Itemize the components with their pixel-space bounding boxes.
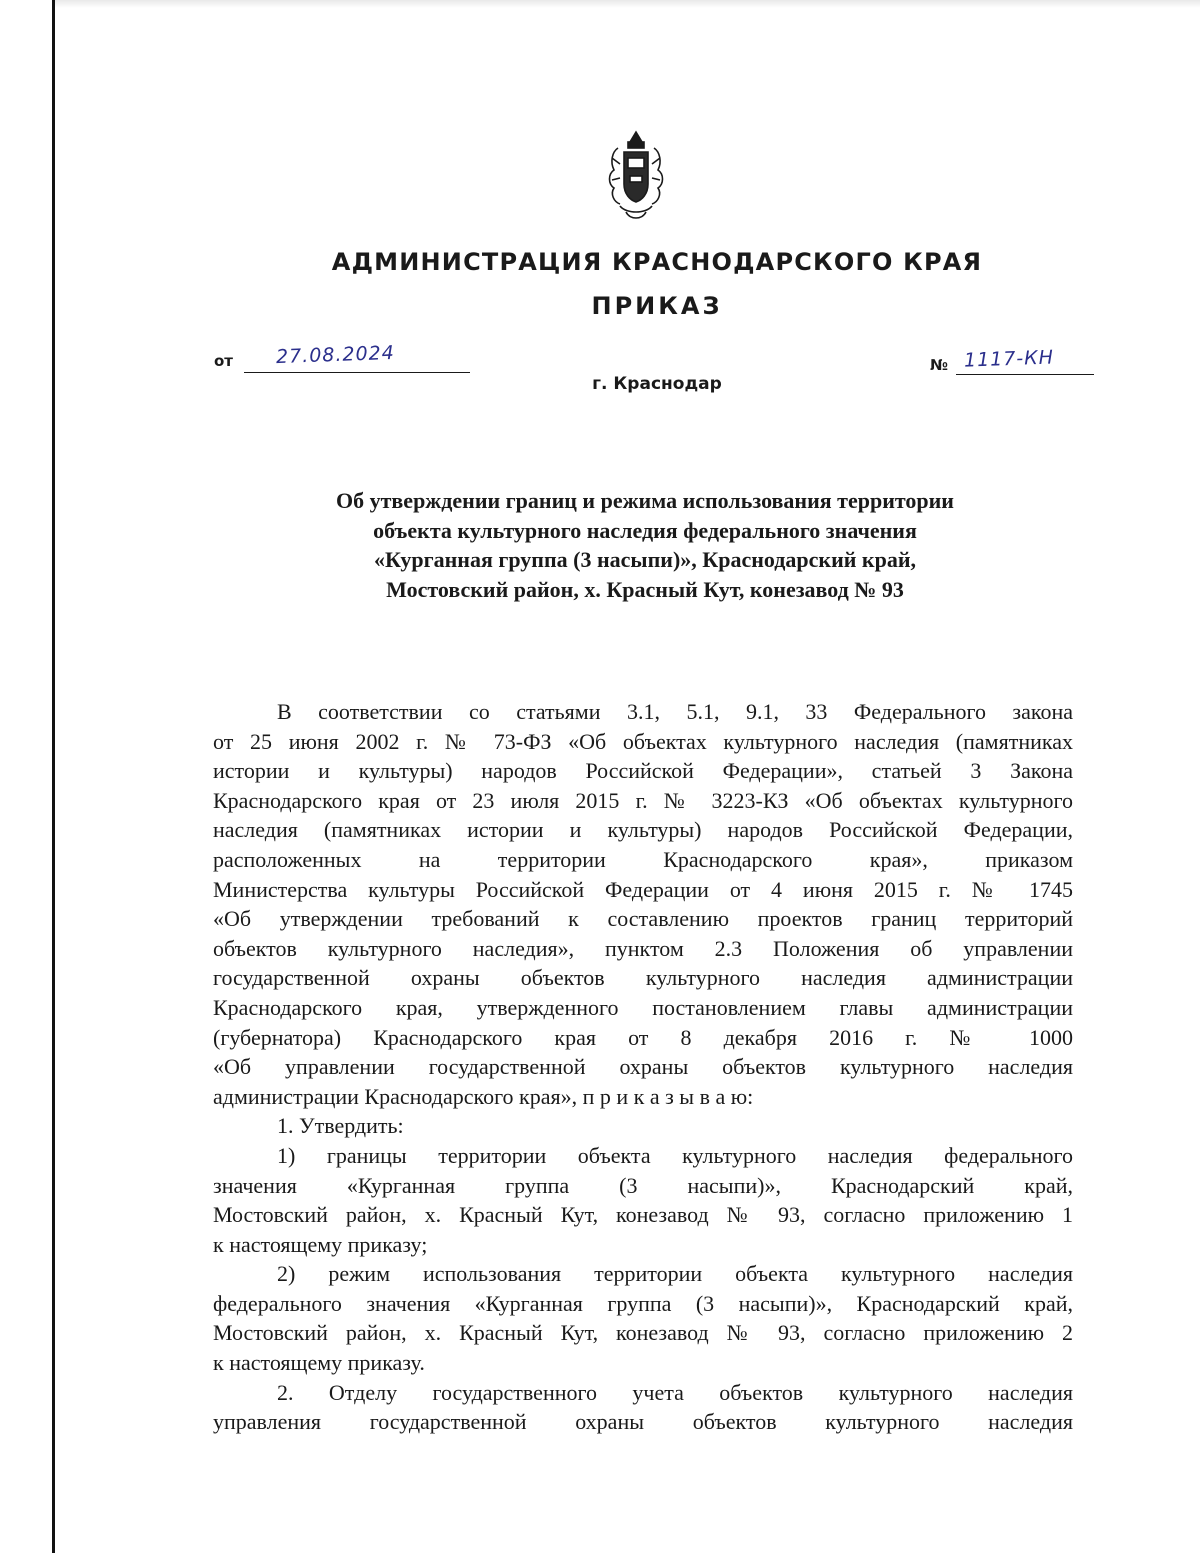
body-line: истории и культуры) народов Российской Федерации», статьей 3 Закона bbox=[213, 758, 1073, 784]
body-line: 2. Отделу государственного учета объектов культурного наследия bbox=[277, 1379, 1073, 1405]
body-line: (губернатора) Краснодарского края от 8 декабря 2016 г. № 1000 bbox=[213, 1024, 1073, 1050]
body-line: Краснодарского края, утвержденного постановлением главы администрации bbox=[213, 994, 1073, 1020]
organization-title: АДМИНИСТРАЦИЯ КРАСНОДАРСКОГО КРАЯ bbox=[331, 248, 983, 276]
body-line: управления государственной охраны объектов культурного наследия bbox=[213, 1409, 1073, 1435]
document-type: ПРИКАЗ bbox=[591, 292, 723, 320]
heading-line: Мостовский район, х. Красный Кут, конезавод № 93 bbox=[386, 576, 904, 602]
heading-line: Об утверждении границ и режима использования территории bbox=[336, 488, 954, 513]
document-heading bbox=[220, 486, 1070, 604]
body-line: Мостовский район, х. Красный Кут, конезавод № 93, согласно приложению 2 bbox=[213, 1320, 1073, 1346]
body-line: Мостовский район, х. Красный Кут, конезавод № 93, согласно приложению 1 bbox=[213, 1202, 1073, 1228]
body-line: наследия (памятниках истории и культуры) народов Российской Федерации, bbox=[213, 817, 1073, 843]
date-field bbox=[244, 341, 470, 373]
body-line: государственной охраны объектов культурного наследия администрации bbox=[213, 965, 1073, 991]
date-prefix: от bbox=[214, 352, 233, 370]
body-line: к настоящему приказу; bbox=[213, 1231, 428, 1257]
body-line: федерального значения «Курганная группа (3 насыпи)», Краснодарский край, bbox=[213, 1290, 1073, 1316]
body-line: объектов культурного наследия», пунктом 2.3 Положения об управлении bbox=[213, 935, 1073, 961]
number-value: 1117-КН bbox=[963, 346, 1055, 372]
body-line: к настоящему приказу. bbox=[213, 1350, 425, 1376]
body-line: от 25 июня 2002 г. № 73-ФЗ «Об объектах культурного наследия (памятниках bbox=[213, 728, 1073, 754]
document-body bbox=[213, 697, 1073, 1437]
body-line: значения «Курганная группа (3 насыпи)», Краснодарский край, bbox=[213, 1172, 1073, 1198]
body-line: Министерства культуры Российской Федерации от 4 июня 2015 г. № 1745 bbox=[213, 876, 1073, 902]
body-line: расположенных на территории Краснодарского края», приказом bbox=[213, 846, 1073, 872]
body-line: В соответствии со статьями 3.1, 5.1, 9.1, 33 Федерального закона bbox=[277, 699, 1073, 724]
body-line: «Об утверждении требований к составлению проектов границ территорий bbox=[213, 906, 1073, 932]
scan-left-edge bbox=[52, 0, 55, 1553]
body-line: 1) границы территории объекта культурного наследия федерального bbox=[277, 1142, 1073, 1168]
body-line: «Об управлении государственной охраны объектов культурного наследия bbox=[213, 1054, 1073, 1080]
scan-top-shadow bbox=[55, 0, 1200, 8]
heading-line: «Курганная группа (3 насыпи)», Краснодарский край, bbox=[373, 547, 917, 572]
heading-line: объекта культурного наследия федерального значения bbox=[373, 517, 917, 543]
date-value: 27.08.2024 bbox=[275, 341, 396, 369]
coat-of-arms-icon bbox=[606, 128, 666, 224]
city: г. Краснодар bbox=[592, 374, 722, 394]
body-line: администрации Краснодарского края», п р и к а з ы в а ю: bbox=[213, 1083, 754, 1109]
body-line: Краснодарского края от 23 июля 2015 г. № 3223-КЗ «Об объектах культурного bbox=[213, 787, 1073, 813]
body-line: 1. Утвердить: bbox=[277, 1113, 404, 1139]
body-line: 2) режим использования территории объекта культурного наследия bbox=[277, 1261, 1073, 1287]
number-field bbox=[956, 348, 1094, 375]
number-prefix: № bbox=[930, 356, 949, 374]
